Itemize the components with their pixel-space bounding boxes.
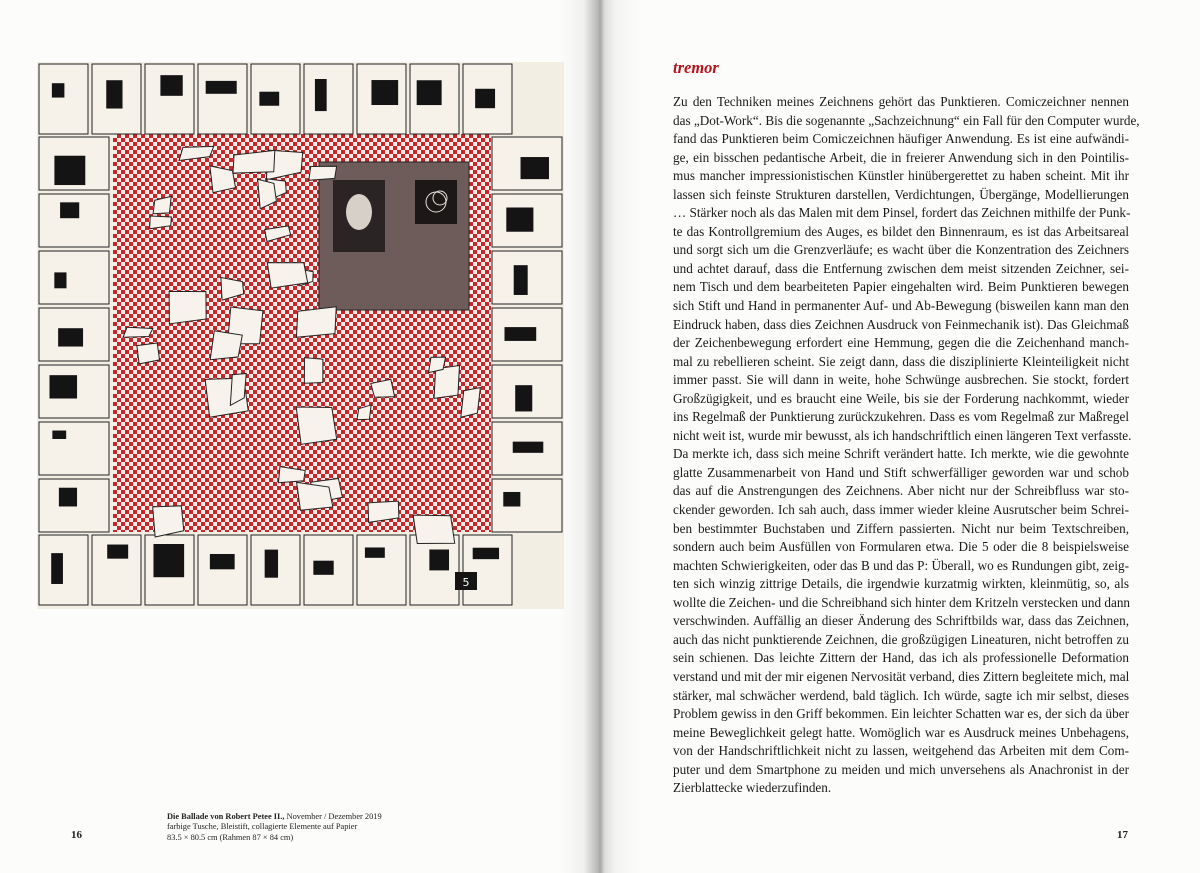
text-line: Großzügigkeit, und es braucht eine Weile, bis sie der Forderung nachkommt, wieder [673, 390, 1129, 406]
artwork-mark [106, 80, 122, 108]
artwork-tile [39, 194, 109, 247]
artwork-tile [145, 64, 194, 134]
text-line: und achtet darauf, dass die Entfernung zwischen dem meist sitzenden Zeichner, sei- [673, 260, 1129, 276]
page-number-right: 17 [1117, 829, 1128, 841]
artwork-mark [259, 92, 279, 106]
text-line: verschwinden. Auffällig an dieser Änderung des Schriftbilds war, dass das Zeichnen, [673, 613, 1129, 629]
artwork-mark [54, 272, 66, 288]
caption-dimensions: 83.5 × 80.5 cm (Rahmen 87 × 84 cm) [167, 832, 294, 842]
text-line: nicht weit ist, wurde mir bewusst, als ich handschriftlich einen längeren Text verfasste. [673, 427, 1132, 443]
text-line: Zierblattecke wiederzufinden. [673, 780, 832, 796]
text-line: auch das nicht punktierende Zeichnen, die großzügigen Lineaturen, nicht betroffen zu [673, 631, 1129, 647]
artwork-tile [39, 535, 88, 605]
text-line: machten Schwierigkeiten, oder das B und das P: Überall, wo es Rundungen gibt, zeig- [673, 557, 1129, 573]
artwork-tile [198, 535, 247, 605]
artwork-mark [513, 442, 544, 453]
text-line: das „Dot-Work“. Bis die sogenannte „Sachzeichnung“ ein Fall für den Computer wurde, [673, 112, 1140, 128]
artwork-mark [515, 385, 532, 411]
text-line: fand das Punktieren beim Comiczeichnen häufiger Anwendung. Es ist eine aufwändi- [673, 131, 1129, 147]
text-line: Da merkte ich, dass sich meine Schrift verändert hatte. Ich merkte, wie die gewohnte [673, 446, 1129, 462]
artwork-mark [49, 375, 77, 398]
text-line: ge, ein bisschen pedantische Arbeit, die in freierer Anwendung sich in den Pointilis- [673, 149, 1129, 165]
artwork-mark [58, 328, 83, 346]
text-line: puter und dem Smartphone zu meiden und mich unversehens als Anachronist in der [673, 761, 1129, 777]
caption-title-line [167, 812, 427, 822]
text-line: und sorgt sich um die Grenzverläufe; es wacht über die Konzentration des Zeichners [673, 242, 1129, 258]
artwork-cutout [413, 515, 455, 543]
text-line: der Zeichenbewegung erfordert eine Hemmung, gegen die die Zeichenhand manch- [673, 335, 1129, 351]
text-line: ins Regelmaß der Punktierung zurückzukehren. Dass es vom Regelmaß zur Maßregel [673, 409, 1129, 425]
artwork-cutout [137, 343, 160, 364]
text-line: verstand und mit der mir eigenen Nervosität verband, dies Zittern begleitete mich, mal [673, 668, 1130, 684]
artwork-mark [52, 431, 66, 439]
artwork-cutout [309, 166, 337, 180]
text-line: sondern auch beim Ausfüllen von Formularen etwa. Die 5 oder die 8 beispielsweise [673, 539, 1129, 555]
chapter-heading: tremor [673, 58, 719, 77]
artwork-mark [429, 549, 449, 570]
artwork-caption [167, 812, 427, 843]
artwork-cutout [296, 407, 337, 444]
artwork-mark [503, 492, 520, 507]
left-page [0, 0, 598, 873]
artwork-cutout [123, 327, 153, 337]
artwork-mark [313, 561, 333, 575]
text-line: lassen sich feinste Strukturen darstellen, Verdichtungen, Übergänge, Modellierungen [673, 186, 1129, 202]
artwork-tile [463, 535, 512, 605]
artwork-cutout [169, 291, 206, 323]
text-line: glatte Zusammenarbeit von Hand und Stift schwerfälliger geworden war und schob [673, 464, 1129, 480]
text-line: Eindruck haben, dass dies Zeichnen Ausdruck von Feinmechanik ist). Das Gleichmaß [673, 316, 1129, 332]
artwork-cutout [461, 387, 481, 417]
text-line: immer passt. Sie will dann in weite, hohe Schwünge ausbrechen. Sie stockt, fordert [673, 372, 1129, 388]
artwork-mark [371, 80, 398, 105]
caption-title: Die Ballade von Robert Petee II., [167, 812, 285, 821]
artwork-tile [39, 64, 88, 134]
artwork-cutout [297, 482, 333, 510]
artwork-mark [265, 550, 278, 578]
artwork-tile [357, 535, 406, 605]
text-line: ten sich winzig zittrige Details, die irgendwie kurzatmig wirkten, kleinmütig, so, als [673, 576, 1129, 592]
artwork-mark [506, 208, 533, 232]
artwork-mark [153, 544, 184, 577]
artwork-tile [39, 251, 109, 304]
artwork-mark [521, 157, 549, 179]
artwork-cutout [296, 307, 336, 338]
artwork-mark [206, 81, 237, 94]
artwork-mark [514, 265, 528, 295]
artwork-mark [210, 554, 235, 569]
artwork-mark [60, 202, 79, 218]
text-line: das auf die Anstrengungen des Zeichnens. Aber nicht nur der Schreibfluss war sto- [673, 483, 1129, 499]
text-line: sein schienen. Das leichte Zittern der Hand, das ich als professionelle Deformation [673, 650, 1129, 666]
artwork-tile [304, 64, 353, 134]
artwork-cutout [210, 331, 242, 360]
artwork-tile [492, 479, 562, 532]
artwork-mark [505, 327, 537, 341]
artwork-mark [473, 548, 499, 559]
text-line: ckender geworden. Ich sah auch, dass immer wieder kleine Ausrutscher beim Schrei- [673, 502, 1129, 518]
text-line: Problem gewiss in den Griff bekommen. Ein leichter Schatten war es, der sich da über [673, 706, 1129, 722]
artwork-mark [160, 75, 182, 96]
artwork-mark [54, 156, 85, 185]
body-text [673, 93, 1140, 798]
artwork-mark [51, 553, 63, 584]
svg-text:5: 5 [462, 576, 470, 589]
text-line: … Stärker noch als das Malen mit dem Pinsel, fordert das Zeichnen mithilfe der Punk- [673, 205, 1131, 221]
text-line: mus mancher impressionistischen Künstler hinübergerettet zu haben scheint. Mit ihr [673, 168, 1129, 184]
text-line: ben bestimmter Buchstaben und Ziffern passierten. Nicht nur beim Textschreiben, [673, 520, 1129, 536]
text-line: meine Beweglichkeit gelegt hatte. Womöglich war es Ausdruck meines Unbehagens, [673, 724, 1129, 740]
text-line: wollte die Zeichen- und die Schreibhand sich hinter dem Kritzeln verstecken und dann [673, 594, 1131, 610]
text-line: nem Tisch und dem bearbeiteten Papier eingehalten wird. Beim Punktieren bewegen [673, 279, 1129, 295]
artwork-tile [198, 64, 247, 134]
text-line: Zu den Techniken meines Zeichnens gehört das Punktieren. Comiczeichner nennen [673, 94, 1129, 109]
artwork-image [37, 62, 564, 609]
artwork-tile [39, 422, 109, 475]
artwork-mark [417, 80, 442, 105]
artwork-mark [107, 545, 128, 559]
text-line: te das Kontrollgremium des Auges, es bildet den Binnenraum, es ist das Arbeitsareal [673, 223, 1129, 239]
text-line: sich Stift und Hand in permanenter Auf- und Ab-Bewegung (bisweilen kann man den [673, 298, 1129, 314]
text-line: von der Handschriftlichkeit nicht zu lassen, weitgehend das Arbeiten mit dem Com- [673, 743, 1129, 759]
text-line: stärker, mal schwächer werdend, bald täglich. Ich würde, sagte ich mir selbst, dieses [673, 687, 1129, 703]
text-line: mal zu rebellieren scheint. Sie zeigt dann, dass die disziplinierte Kleinteiligkeit nicht [673, 353, 1129, 369]
artwork-mark [52, 83, 65, 97]
artwork-mark [365, 547, 385, 557]
artwork-mark [59, 488, 77, 507]
artwork-mark [475, 89, 495, 108]
caption-medium: farbige Tusche, Bleistift, collagierte Elemente auf Papier [167, 822, 358, 832]
page-number-left: 16 [71, 829, 82, 841]
artwork-cutout [304, 358, 323, 384]
artwork-mark [315, 79, 327, 111]
caption-date: November / Dezember 2019 [284, 812, 382, 821]
